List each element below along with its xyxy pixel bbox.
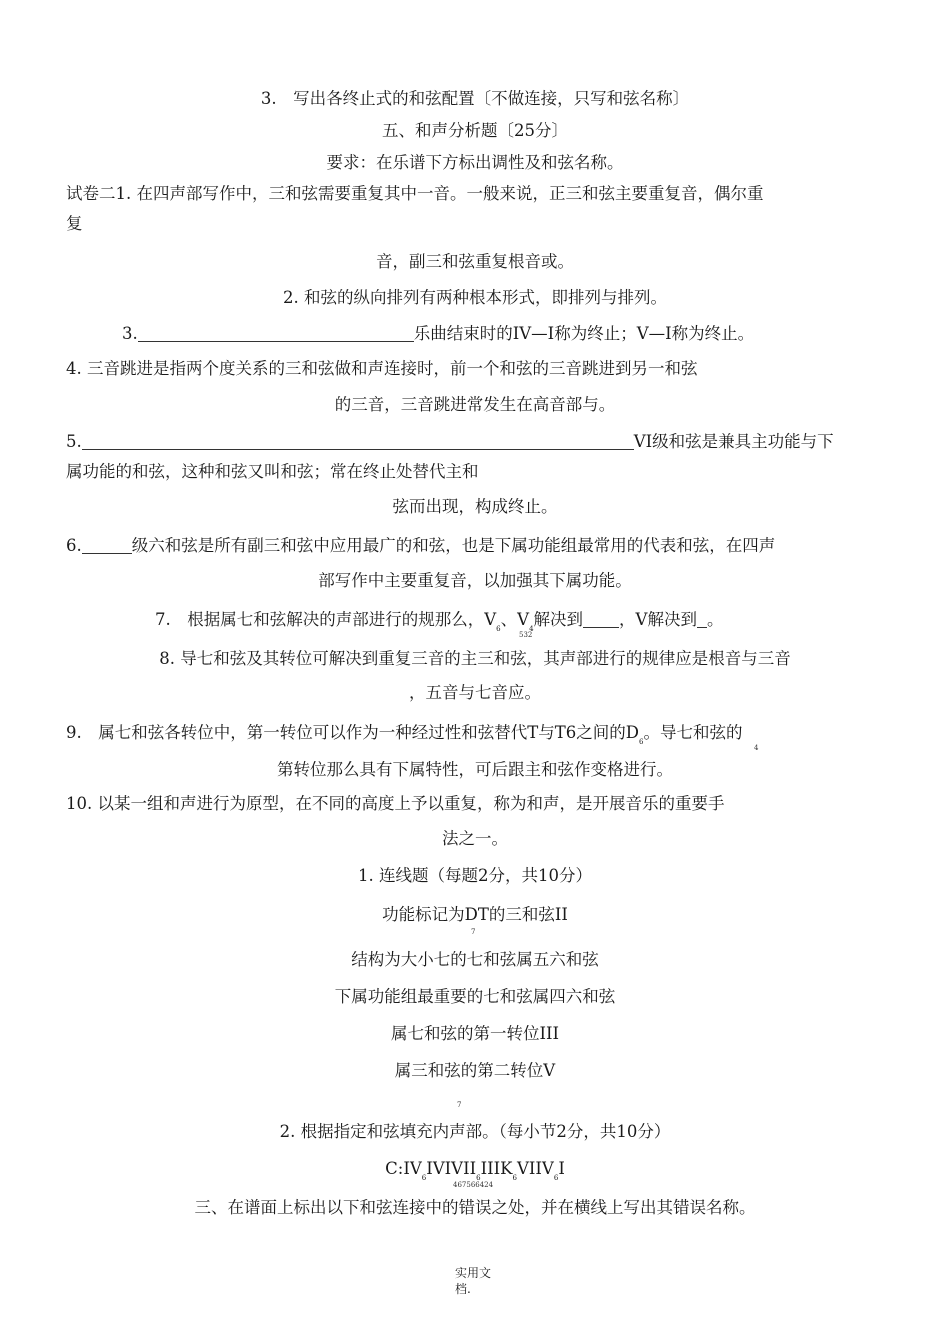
matching-item-5: 属三和弦的第二转位V (394, 1061, 556, 1080)
paper-2-question-5 (66, 431, 834, 453)
subscript-note: 7 (457, 1101, 462, 1109)
paper-2-question-4-cont: 的三音，三音跳进常发生在高音部与。 (334, 395, 616, 414)
answer-blank (82, 537, 132, 554)
question-number: 3. (122, 324, 138, 343)
paper-2-question-8-cont: ，五音与七音应。 (409, 683, 541, 702)
question-text: 乐曲结束时的IV—I称为终止；V—I称为终止。 (413, 324, 755, 343)
question-text: VI级和弦是兼具主功能与下 (633, 432, 834, 451)
matching-item-3: 下属功能组最重要的七和弦属四六和弦 (334, 987, 616, 1006)
matching-item-4: 属七和弦的第一转位III (390, 1024, 560, 1043)
subscript-note: 467566424 (453, 1181, 494, 1189)
section-5-title: 五、和声分析题〔25分〕 (382, 121, 568, 140)
fill-section-title: 2. 根据指定和弦填充内声部。（每小节2分，共10分） (279, 1122, 671, 1141)
paper-2-question-6 (66, 535, 775, 557)
paper-2-question-4: 4. 三音跳进是指两个度关系的三和弦做和声连接时，前一个和弦的三音跳进到另一和弦 (66, 359, 698, 378)
matching-section-title: 1. 连线题（每题2分，共10分） (358, 866, 592, 885)
subscript-note: 7 (471, 928, 476, 936)
paper-2-question-7: 7. 根据属七和弦解决的声部进行的规那么，$V_6$、$V_4$解决到 ，V解决到 。 (155, 610, 724, 633)
paper-2-question-9-cont: 第转位那么具有下属特性，可后跟主和弦作变格进行。 (277, 760, 673, 779)
section-3-title: 三、在谱面上标出以下和弦连接中的错误之处，并在横线上写出其错误名称。 (194, 1198, 756, 1217)
question-number: 5. (66, 432, 82, 451)
question-3-header: 3. 写出各终止式的和弦配置〔不做连接，只写和弦名称〕 (260, 89, 690, 108)
paper-2-question-3 (122, 323, 754, 345)
paper-2-question-2: 2. 和弦的纵向排列有两种根本形式，即排列与排列。 (283, 288, 667, 307)
paper-2-question-6-cont: 部写作中主要重复音，以加强其下属功能。 (318, 571, 632, 590)
matching-item-2: 结构为大小七的七和弦属五六和弦 (351, 950, 599, 969)
paper-2-question-9: 9. 属七和弦各转位中，第一转位可以作为一种经过性和弦替代T与T6之间的$D_6$。导七和弦的 (66, 723, 743, 746)
answer-blank (697, 611, 707, 628)
paper-2-question-1-end: 音，副三和弦重复根音或。 (376, 252, 574, 271)
paper-2-question-8: 8. 导七和弦及其转位可解决到重复三音的主三和弦，其声部进行的规律应是根音与三音 (159, 649, 791, 668)
section-5-requirement: 要求：在乐谱下方标出调性及和弦名称。 (326, 153, 624, 172)
question-text: 级六和弦是所有副三和弦中应用最广的和弦，也是下属功能组最常用的代表和弦，在四声 (131, 536, 776, 555)
paper-2-question-1-cont: 复 (66, 214, 83, 233)
paper-2-question-10: 10. 以某一组和声进行为原型，在不同的高度上予以重复，称为和声，是开展音乐的重要手 (66, 794, 725, 813)
page-footer-line-1: 实用文 (455, 1266, 492, 1280)
answer-blank (138, 325, 414, 342)
paper-2-question-5-cont: 属功能的和弦，这种和弦又叫和弦；常在终止处替代主和 (66, 462, 479, 481)
answer-blank (583, 611, 619, 628)
question-number: 6. (66, 536, 82, 555)
paper-2-question-5-end: 弦而出现，构成终止。 (392, 497, 558, 516)
chord-progression: $C:IV_6IVIVII_6IIIK_6VIIV_6I$ (385, 1159, 565, 1182)
answer-blank (82, 433, 634, 450)
page-footer-line-2: 档. (455, 1282, 471, 1296)
subscript-note: 532 (519, 631, 533, 639)
paper-2-question-1: 试卷二1. 在四声部写作中，三和弦需要重复其中一音。一般来说，正三和弦主要重复音，偶尔重 (66, 184, 764, 203)
subscript-note: 4 (754, 744, 759, 752)
paper-2-question-10-cont: 法之一。 (442, 829, 508, 848)
matching-item-1: 功能标记为DT的三和弦II (382, 905, 568, 924)
